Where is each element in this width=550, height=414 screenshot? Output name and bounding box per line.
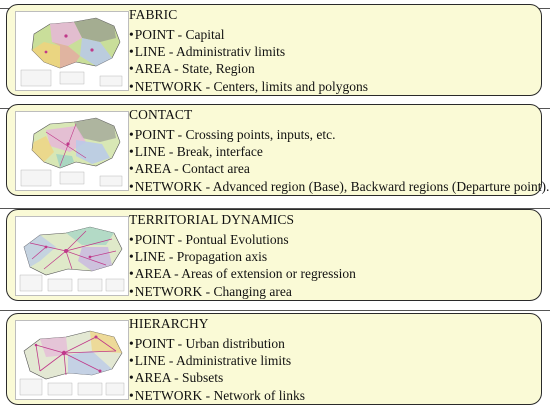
list-item [129,60,368,77]
item-text: LINE - Administrativ limits [134,44,286,60]
list-item [129,143,549,160]
map-hierarchy-image [16,321,128,399]
map-thumbnail [15,216,129,296]
map-territorial-dynamics-image [16,217,128,295]
list-item [129,352,305,369]
item-text: AREA - Subsets [134,370,224,386]
bullet-icon: • [129,249,134,265]
bullet-icon: • [129,283,134,299]
list-item [129,231,356,248]
list-item [129,335,305,352]
panel-territorial-dynamics [6,209,542,301]
map-thumbnail [15,111,129,191]
panel-item-list [129,126,549,195]
map-fabric-image [16,12,128,90]
panel-title: TERRITORIAL DYNAMICS [129,212,295,227]
bullet-icon: • [129,336,134,351]
list-item [129,43,368,60]
item-text: NETWORK - Centers, limits and polygons [134,78,368,94]
item-text: NETWORK - Changing area [134,283,292,299]
panel-hierarchy [6,313,542,405]
item-text: AREA - Areas of extension or regression [134,266,356,282]
divider-line [0,310,550,311]
panel-item-list [129,231,356,300]
map-thumbnail [15,11,129,91]
list-item [129,26,368,43]
list-item [129,265,356,282]
bullet-icon: • [129,161,134,177]
bullet-icon: • [129,144,134,160]
panel-title: FABRIC [129,7,178,22]
item-text: POINT - Pontual Evolutions [134,232,289,247]
item-text: POINT - Capital [134,27,225,42]
panel-contact [6,104,550,196]
bullet-icon: • [129,44,134,60]
bullet-icon: • [129,232,134,247]
list-item [129,160,549,177]
bullet-icon: • [129,178,134,194]
item-text: POINT - Urban distribution [134,336,285,351]
map-contact-image [16,112,128,190]
panel-title: CONTACT [129,107,193,122]
list-item [129,126,549,143]
bullet-icon: • [129,266,134,282]
item-text: AREA - State, Region [134,61,255,77]
bullet-icon: • [129,353,134,369]
map-thumbnail [15,320,129,400]
item-text: LINE - Administrative limits [134,353,292,369]
item-text: NETWORK - Network of links [134,387,305,403]
list-item [129,283,356,300]
bullet-icon: • [129,370,134,386]
bullet-icon: • [129,78,134,94]
bullet-icon: • [129,127,134,142]
bullet-icon: • [129,387,134,403]
item-text: POINT - Crossing points, inputs, etc. [134,127,336,142]
bullet-icon: • [129,61,134,77]
panel-item-list [129,335,305,404]
item-text: AREA - Contact area [134,161,250,177]
list-item [129,248,356,265]
bullet-icon: • [129,27,134,42]
item-text: LINE - Propagation axis [134,249,268,265]
panel-fabric [6,4,542,96]
list-item [129,387,305,404]
list-item [129,178,549,195]
panel-item-list [129,26,368,95]
item-text: NETWORK - Advanced region (Base), Backward regions (Departure point). [134,178,550,194]
item-text: LINE - Break, interface [134,144,263,160]
panel-title: HIERARCHY [129,316,209,331]
list-item [129,369,305,386]
list-item [129,78,368,95]
